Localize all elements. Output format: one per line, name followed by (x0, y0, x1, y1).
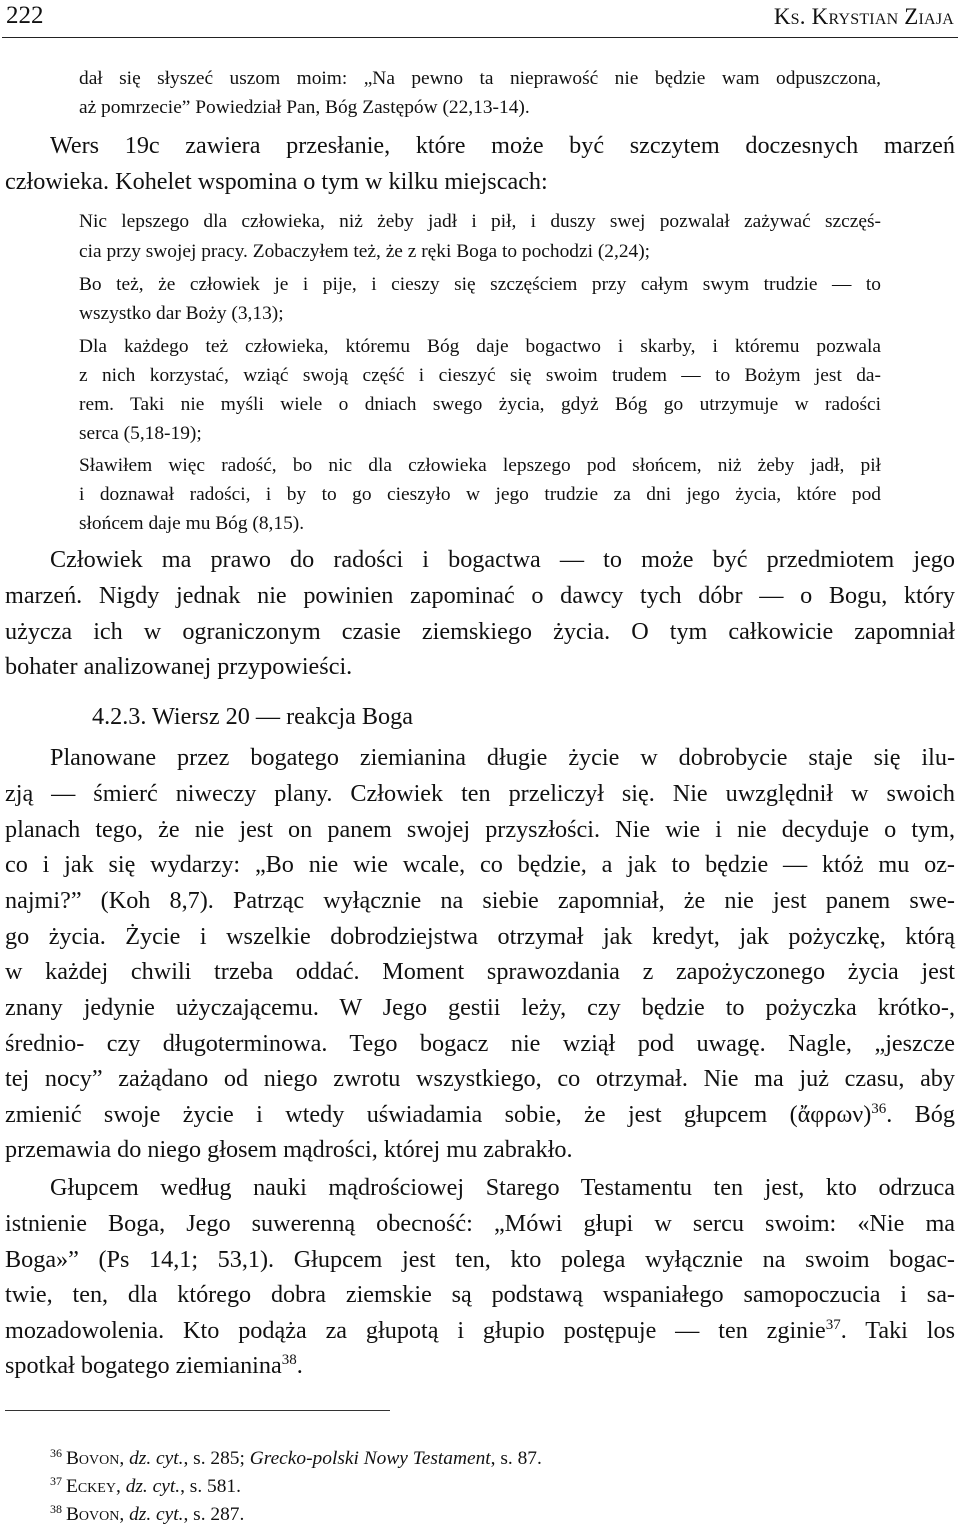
footnote-ref: 38 (281, 1352, 297, 1368)
footnote-author: Eckey (66, 1476, 116, 1497)
body-line (5, 1353, 955, 1378)
footnote-text: , s. 285; (183, 1448, 250, 1469)
page-number: 222 (6, 2, 44, 29)
body-line: zją — śmierć niweczy plany. Człowiek ten przeliczył się. Nie uwzględnił w swoich (5, 780, 955, 807)
body-line: bohater analizowanej przypowieści. (5, 653, 353, 680)
body-line: Planowane przez bogatego ziemianina długie życie w dobrobycie staje się ilu- (50, 744, 955, 771)
section-heading: 4.2.3. Wiersz 20 — reakcja Boga (92, 703, 413, 730)
footnote-text: , (119, 1448, 125, 1469)
body-line: istnienie Boga, Jego suwerenną obecność: „Mówi głupi w sercu swoim: «Nie ma (5, 1210, 955, 1237)
body-line: marzeń. Nigdy jednak nie powinien zapominać o dawcy tych dóbr — o Bogu, który (5, 582, 955, 609)
body-line (5, 1102, 955, 1127)
quote-line: Dla każdego też człowieka, któremu Bóg daje bogactwo i skarby, i któremu pozwala (79, 336, 881, 357)
footnote-number: 37 (50, 1474, 62, 1488)
footnote-text: , s. 87. (490, 1448, 542, 1469)
body-line (5, 1318, 955, 1343)
body-line: twie, ten, dla którego dobra ziemskie są podstawą wspaniałego samopoczucia i sa- (5, 1281, 955, 1308)
body-text: mozadowolenia. Kto podąża za głupotą i głupio postępuje — ten zginie (5, 1317, 826, 1344)
body-line: Człowiek ma prawo do radości i bogactwa — to może być przedmiotem jego (50, 546, 955, 573)
body-line: człowieka. Kohelet wspomina o tym w kilku miejscach: (5, 168, 548, 195)
body-line: tej nocy” zażądano od niego zwrotu wszystkiego, co otrzymał. Nie ma już czasu, aby (5, 1065, 955, 1092)
footnote-author: Bovon (66, 1504, 120, 1525)
footnote-number: 38 (50, 1502, 62, 1516)
quote-line: dał się słyszeć uszom moim: „Na pewno ta nieprawość nie będzie wam odpuszczona, (79, 68, 881, 89)
quote-line: słońcem daje mu Bóg (8,15). (79, 513, 305, 534)
quote-line: rem. Taki nie myśli wiele o dniach swego życia, gdyż Bóg go utrzymuje w radości (79, 394, 881, 415)
quote-line: serca (5,18-19); (79, 423, 202, 444)
body-line: Głupcem według nauki mądrościowej Starego Testamentu ten jest, kto odrzuca (50, 1174, 955, 1201)
footnote-text: , (119, 1504, 125, 1525)
footnote-rule (5, 1410, 390, 1411)
footnote-abbr: dz. cyt. (129, 1448, 184, 1469)
body-line: w każdej chwili trzeba oddać. Moment sprawozdania z zapożyczonego życia jest (5, 958, 955, 985)
running-head: Ks. Krystian Ziaja (773, 4, 954, 29)
quote-line: Nic lepszego dla człowieka, niż żeby jadł i pił, i duszy swej pozwalał zażywać szczęś- (79, 211, 881, 232)
footnote-text: , (115, 1476, 121, 1497)
footnote-abbr: dz. cyt. (125, 1476, 181, 1497)
footnote (50, 1474, 241, 1498)
body-text: zmienić swoje życie i wtedy uświadamia sobie, że jest głupcem (ἄφρων) (5, 1101, 872, 1128)
header-rule (2, 37, 958, 38)
footnote-text: , s. 287. (183, 1504, 245, 1525)
quote-line: aż pomrzecie” Powiedział Pan, Bóg Zastępów (22,13-14). (79, 97, 530, 118)
body-line: go życia. Życie i wszelkie dobrodziejstwa otrzymał jak kredyt, jak pożyczkę, którą (5, 923, 955, 950)
body-line: najmi?” (Koh 8,7). Patrząc wyłącznie na siebie zapomniał, że nie jest panem swe- (5, 887, 955, 914)
quote-line: cia przy swojej pracy. Zobaczyłem też, że z ręki Boga to pochodzi (2,24); (79, 241, 651, 262)
quote-line: i doznawał radości, i by to go cieszyło w jego trudzie za dni jego życia, które pod (79, 484, 881, 505)
body-line: Boga»” (Ps 14,1; 53,1). Głupcem jest ten, kto polega wyłącznie na swoim bogac- (5, 1246, 955, 1273)
footnote (50, 1446, 542, 1470)
footnote-ref: 36 (871, 1101, 887, 1117)
body-text: spotkał bogatego ziemianina (5, 1352, 282, 1379)
page-header (0, 0, 960, 40)
body-line: co i jak się wydarzy: „Bo nie wie wcale, co będzie, a jak to będzie — któż mu oz- (5, 851, 955, 878)
quote-line: wszystko dar Boży (3,13); (79, 303, 284, 324)
footnote-abbr: dz. cyt. (129, 1504, 184, 1525)
body-text: . Bóg (886, 1101, 955, 1128)
footnote-number: 36 (50, 1446, 62, 1460)
footnote-text: , s. 581. (180, 1476, 241, 1497)
footnote (50, 1502, 244, 1526)
body-line: użycza ich w ograniczonym czasie ziemskiego życia. O tym całkowicie zapomniał (5, 618, 955, 645)
body-line: Wers 19c zawiera przesłanie, które może być szczytem doczesnych marzeń (50, 132, 955, 159)
body-text: . Taki los (840, 1317, 955, 1344)
body-line: przemawia do niego głosem mądrości, której mu zabrakło. (5, 1136, 573, 1163)
footnote-author: Bovon (66, 1448, 120, 1469)
quote-line: Bo też, że człowiek je i pije, i cieszy się szczęściem przy całym swym trudzie — to (79, 274, 881, 295)
footnote-title: Grecko-polski Nowy Testament (249, 1448, 491, 1469)
quote-line: Sławiłem więc radość, bo nic dla człowieka lepszego pod słońcem, niż żeby jadł, pił (79, 455, 881, 476)
body-line: znany jedynie użyczającemu. W Jego gestii leży, czy będzie to pożyczka krótko-, (5, 994, 955, 1021)
quote-line: z nich korzystać, wziąć swoją część i cieszyć się swoim trudem — to Bożym jest da- (79, 365, 881, 386)
footnote-ref: 37 (825, 1317, 841, 1333)
body-text: . (296, 1352, 303, 1379)
body-line: średnio- czy długoterminowa. Tego bogacz nie wziął pod uwagę. Nagle, „jeszcze (5, 1030, 955, 1057)
body-line: planach tego, że nie jest on panem swojej przyszłości. Nie wie i nie decyduje o tym, (5, 816, 955, 843)
